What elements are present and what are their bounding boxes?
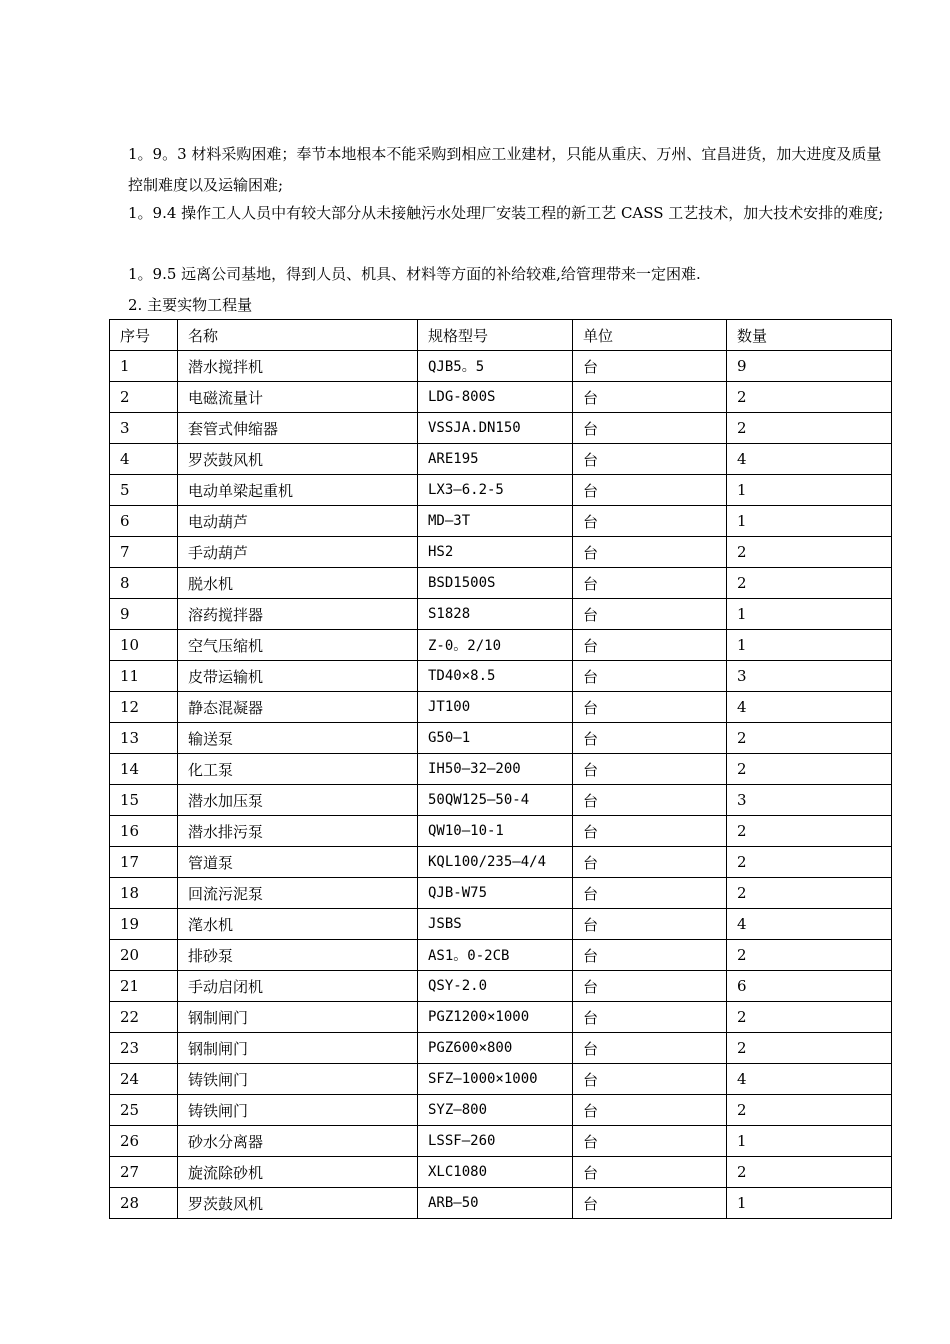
cell-model: S1828	[418, 599, 573, 630]
header-quantity: 数量	[727, 320, 892, 351]
cell-index: 12	[110, 692, 178, 723]
cell-name: 排砂泵	[178, 940, 418, 971]
cell-unit: 台	[573, 1033, 727, 1064]
header-index: 序号	[110, 320, 178, 351]
cell-index: 27	[110, 1157, 178, 1188]
cell-quantity: 4	[727, 692, 892, 723]
table-row	[110, 568, 892, 599]
cell-name: 潜水搅拌机	[178, 351, 418, 382]
cell-model: ARB—50	[418, 1188, 573, 1219]
cell-model: SFZ—1000×1000	[418, 1064, 573, 1095]
cell-model: JSBS	[418, 909, 573, 940]
cell-unit: 台	[573, 1002, 727, 1033]
table-row	[110, 1095, 892, 1126]
cell-model: PGZ600×800	[418, 1033, 573, 1064]
cell-unit: 台	[573, 723, 727, 754]
cell-model: 50QW125—50-4	[418, 785, 573, 816]
table-row	[110, 1157, 892, 1188]
cell-model: Z-0。2/10	[418, 630, 573, 661]
cell-quantity: 1	[727, 630, 892, 661]
paragraph-1-9-3: 1。9。3 材料采购困难；奉节本地根本不能采购到相应工业建材，只能从重庆、万州、宜昌进货，加大进度及质量控制难度以及运输困难;	[128, 145, 882, 194]
table-row	[110, 816, 892, 847]
cell-index: 5	[110, 475, 178, 506]
header-unit: 单位	[573, 320, 727, 351]
table-row	[110, 351, 892, 382]
cell-quantity: 2	[727, 847, 892, 878]
cell-model: HS2	[418, 537, 573, 568]
cell-index: 14	[110, 754, 178, 785]
cell-quantity: 3	[727, 661, 892, 692]
cell-name: 化工泵	[178, 754, 418, 785]
cell-model: JT100	[418, 692, 573, 723]
cell-name: 电动葫芦	[178, 506, 418, 537]
cell-index: 23	[110, 1033, 178, 1064]
cell-model: BSD1500S	[418, 568, 573, 599]
cell-quantity: 2	[727, 754, 892, 785]
cell-quantity: 2	[727, 878, 892, 909]
cell-unit: 台	[573, 1064, 727, 1095]
cell-model: AS1。0-2CB	[418, 940, 573, 971]
cell-name: 罗茨鼓风机	[178, 444, 418, 475]
cell-model: QJB-W75	[418, 878, 573, 909]
cell-quantity: 2	[727, 382, 892, 413]
cell-index: 7	[110, 537, 178, 568]
table-row	[110, 1126, 892, 1157]
table-row	[110, 630, 892, 661]
cell-name: 滗水机	[178, 909, 418, 940]
cell-name: 管道泵	[178, 847, 418, 878]
cell-model: LDG-800S	[418, 382, 573, 413]
cell-index: 20	[110, 940, 178, 971]
cell-index: 21	[110, 971, 178, 1002]
cell-quantity: 9	[727, 351, 892, 382]
cell-name: 潜水排污泵	[178, 816, 418, 847]
cell-model: G50—1	[418, 723, 573, 754]
cell-unit: 台	[573, 568, 727, 599]
equipment-table	[109, 319, 892, 1219]
cell-unit: 台	[573, 909, 727, 940]
cell-name: 手动葫芦	[178, 537, 418, 568]
cell-unit: 台	[573, 661, 727, 692]
cell-model: PGZ1200×1000	[418, 1002, 573, 1033]
cell-index: 9	[110, 599, 178, 630]
header-name: 名称	[178, 320, 418, 351]
cell-name: 手动启闭机	[178, 971, 418, 1002]
table-row	[110, 692, 892, 723]
cell-model: QW10—10-1	[418, 816, 573, 847]
cell-quantity: 2	[727, 816, 892, 847]
cell-index: 2	[110, 382, 178, 413]
cell-name: 溶药搅拌器	[178, 599, 418, 630]
cell-name: 旋流除砂机	[178, 1157, 418, 1188]
table-row	[110, 661, 892, 692]
cell-model: MD—3T	[418, 506, 573, 537]
cell-index: 6	[110, 506, 178, 537]
table-row	[110, 909, 892, 940]
cell-unit: 台	[573, 940, 727, 971]
cell-quantity: 4	[727, 444, 892, 475]
cell-quantity: 2	[727, 940, 892, 971]
cell-unit: 台	[573, 1095, 727, 1126]
cell-unit: 台	[573, 599, 727, 630]
table-row	[110, 382, 892, 413]
cell-unit: 台	[573, 413, 727, 444]
cell-name: 罗茨鼓风机	[178, 1188, 418, 1219]
cell-model: XLC1080	[418, 1157, 573, 1188]
cell-name: 钢制闸门	[178, 1002, 418, 1033]
table-row	[110, 1064, 892, 1095]
cell-quantity: 3	[727, 785, 892, 816]
cell-unit: 台	[573, 1126, 727, 1157]
table-row	[110, 599, 892, 630]
cell-model: ARE195	[418, 444, 573, 475]
cell-index: 17	[110, 847, 178, 878]
cell-unit: 台	[573, 382, 727, 413]
cell-unit: 台	[573, 692, 727, 723]
cell-quantity: 2	[727, 1033, 892, 1064]
cell-quantity: 4	[727, 909, 892, 940]
cell-quantity: 2	[727, 723, 892, 754]
cell-unit: 台	[573, 537, 727, 568]
table-row	[110, 971, 892, 1002]
table-row	[110, 1188, 892, 1219]
equipment-table-body	[110, 351, 892, 1219]
header-model: 规格型号	[418, 320, 573, 351]
table-row	[110, 785, 892, 816]
cell-index: 1	[110, 351, 178, 382]
cell-index: 26	[110, 1126, 178, 1157]
cell-index: 15	[110, 785, 178, 816]
cell-quantity: 2	[727, 537, 892, 568]
cell-unit: 台	[573, 754, 727, 785]
cell-unit: 台	[573, 1188, 727, 1219]
cell-quantity: 1	[727, 475, 892, 506]
cell-unit: 台	[573, 1157, 727, 1188]
table-row	[110, 537, 892, 568]
cell-name: 铸铁闸门	[178, 1064, 418, 1095]
cell-model: KQL100/235—4/4	[418, 847, 573, 878]
table-row	[110, 444, 892, 475]
table-row	[110, 847, 892, 878]
cell-name: 电磁流量计	[178, 382, 418, 413]
cell-model: QJB5。5	[418, 351, 573, 382]
cell-index: 8	[110, 568, 178, 599]
cell-quantity: 4	[727, 1064, 892, 1095]
table-row	[110, 475, 892, 506]
cell-index: 18	[110, 878, 178, 909]
table-row	[110, 754, 892, 785]
cell-unit: 台	[573, 785, 727, 816]
cell-name: 潜水加压泵	[178, 785, 418, 816]
cell-index: 16	[110, 816, 178, 847]
cell-index: 25	[110, 1095, 178, 1126]
cell-model: QSY-2.0	[418, 971, 573, 1002]
table-header-row	[110, 320, 892, 351]
cell-unit: 台	[573, 444, 727, 475]
table-row	[110, 878, 892, 909]
cell-index: 24	[110, 1064, 178, 1095]
cell-unit: 台	[573, 351, 727, 382]
cell-index: 19	[110, 909, 178, 940]
cell-unit: 台	[573, 506, 727, 537]
cell-index: 22	[110, 1002, 178, 1033]
cell-quantity: 2	[727, 1157, 892, 1188]
cell-name: 皮带运输机	[178, 661, 418, 692]
cell-unit: 台	[573, 816, 727, 847]
section-heading: 2. 主要实物工程量	[128, 296, 253, 314]
table-row	[110, 506, 892, 537]
table-row	[110, 413, 892, 444]
cell-name: 钢制闸门	[178, 1033, 418, 1064]
cell-unit: 台	[573, 630, 727, 661]
cell-index: 13	[110, 723, 178, 754]
cell-name: 脱水机	[178, 568, 418, 599]
cell-quantity: 2	[727, 568, 892, 599]
cell-model: IH50—32—200	[418, 754, 573, 785]
cell-index: 28	[110, 1188, 178, 1219]
cell-model: LX3—6.2-5	[418, 475, 573, 506]
cell-index: 3	[110, 413, 178, 444]
cell-name: 砂水分离器	[178, 1126, 418, 1157]
cell-model: TD40×8.5	[418, 661, 573, 692]
cell-name: 铸铁闸门	[178, 1095, 418, 1126]
cell-unit: 台	[573, 475, 727, 506]
cell-name: 电动单梁起重机	[178, 475, 418, 506]
cell-unit: 台	[573, 971, 727, 1002]
cell-name: 静态混凝器	[178, 692, 418, 723]
cell-name: 套管式伸缩器	[178, 413, 418, 444]
cell-unit: 台	[573, 878, 727, 909]
table-row	[110, 1033, 892, 1064]
cell-name: 回流污泥泵	[178, 878, 418, 909]
cell-name: 输送泵	[178, 723, 418, 754]
cell-unit: 台	[573, 847, 727, 878]
cell-model: LSSF—260	[418, 1126, 573, 1157]
cell-name: 空气压缩机	[178, 630, 418, 661]
cell-quantity: 1	[727, 1126, 892, 1157]
table-row	[110, 723, 892, 754]
table-row	[110, 1002, 892, 1033]
cell-quantity: 2	[727, 1095, 892, 1126]
cell-index: 10	[110, 630, 178, 661]
paragraph-1-9-5: 1。9.5 远离公司基地，得到人员、机具、材料等方面的补给较难,给管理带来一定困难.	[128, 265, 701, 283]
paragraph-1-9-4: 1。9.4 操作工人人员中有较大部分从未接触污水处理厂安装工程的新工艺 CASS 工艺技术，加大技术安排的难度;	[128, 204, 884, 222]
cell-model: VSSJA.DN150	[418, 413, 573, 444]
cell-quantity: 6	[727, 971, 892, 1002]
cell-quantity: 1	[727, 506, 892, 537]
cell-model: SYZ—800	[418, 1095, 573, 1126]
cell-index: 11	[110, 661, 178, 692]
cell-quantity: 1	[727, 599, 892, 630]
cell-quantity: 2	[727, 413, 892, 444]
cell-index: 4	[110, 444, 178, 475]
cell-quantity: 1	[727, 1188, 892, 1219]
table-row	[110, 940, 892, 971]
cell-quantity: 2	[727, 1002, 892, 1033]
